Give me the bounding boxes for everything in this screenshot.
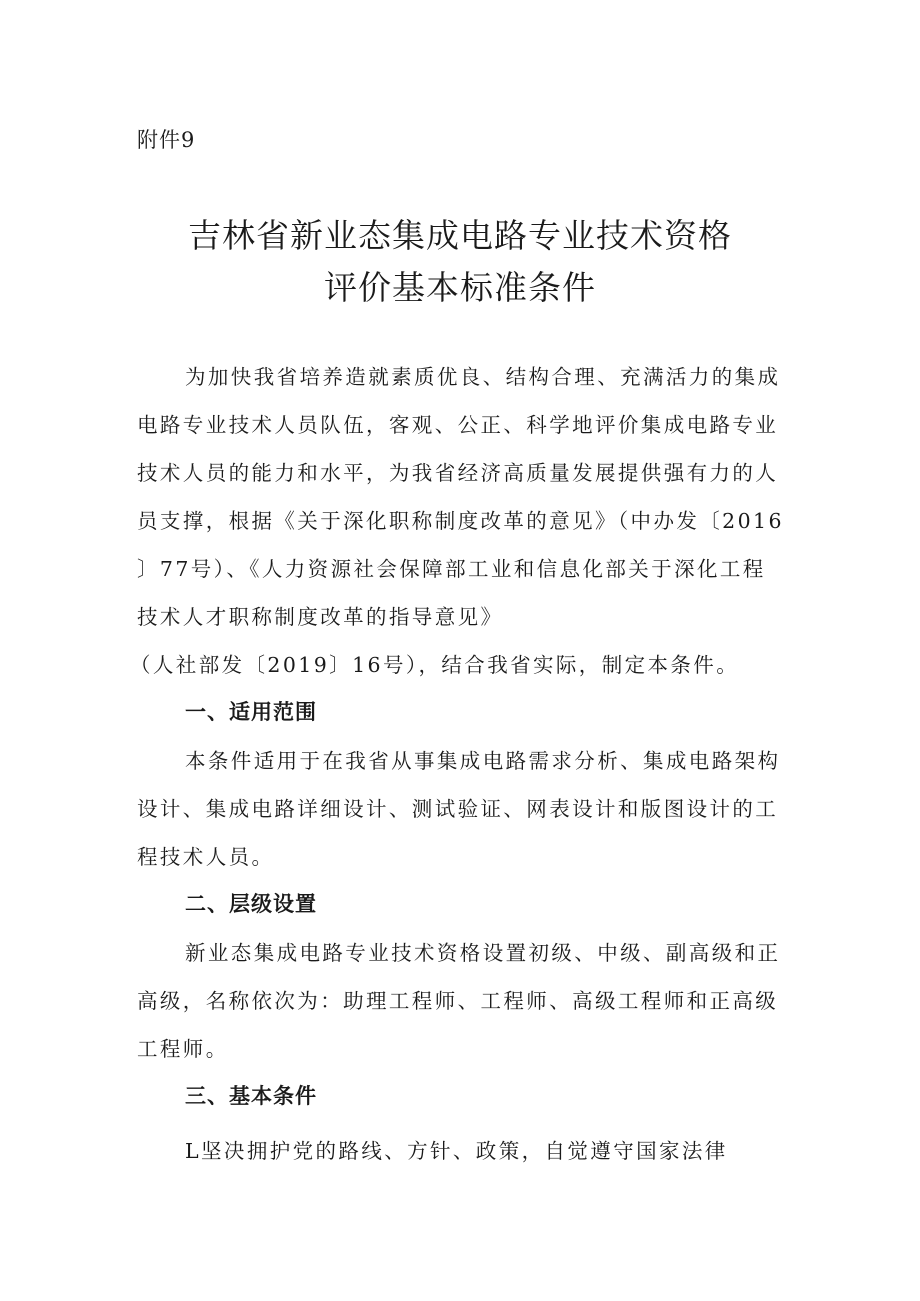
section-heading-levels: 二、层级设置 xyxy=(185,892,317,916)
intro-line: 〕77号）、《人力资源社会保障部工业和信息化部关于深化工程 xyxy=(137,557,766,581)
section-2-line: 新业态集成电路专业技术资格设置初级、中级、副高级和正 xyxy=(185,941,781,965)
section-heading-basic-conditions: 三、基本条件 xyxy=(185,1084,317,1108)
intro-line: （人社部发〔2019〕16号），结合我省实际，制定本条件。 xyxy=(130,653,740,677)
intro-line: 电路专业技术人员队伍，客观、公正、科学地评价集成电路专业 xyxy=(137,413,779,437)
intro-line: 为加快我省培养造就素质优良、结构合理、充满活力的集成 xyxy=(185,365,781,389)
intro-line: 技术人员的能力和水平，为我省经济高质量发展提供强有力的人 xyxy=(137,461,779,485)
attachment-label: 附件9 xyxy=(137,128,196,152)
section-2-line: 高级，名称依次为：助理工程师、工程师、高级工程师和正高级 xyxy=(137,989,779,1013)
section-heading-scope: 一、适用范围 xyxy=(185,700,317,724)
intro-line: 技术人才职称制度改革的指导意见》 xyxy=(137,605,504,629)
document-title-line-2: 评价基本标准条件 xyxy=(324,268,596,307)
section-1-line: 本条件适用于在我省从事集成电路需求分析、集成电路架构 xyxy=(185,749,781,773)
section-1-line: 设计、集成电路详细设计、测试验证、网表设计和版图设计的工 xyxy=(137,797,779,821)
document-title-line-1: 吉林省新业态集成电路专业技术资格 xyxy=(188,216,732,255)
section-2-line: 工程师。 xyxy=(137,1037,229,1061)
section-3-line: L坚决拥护党的路线、方针、政策，自觉遵守国家法律 xyxy=(185,1139,728,1163)
section-1-line: 程技术人员。 xyxy=(137,845,275,869)
intro-line: 员支撑，根据《关于深化职称制度改革的意见》（中办发〔2016 xyxy=(137,509,784,533)
